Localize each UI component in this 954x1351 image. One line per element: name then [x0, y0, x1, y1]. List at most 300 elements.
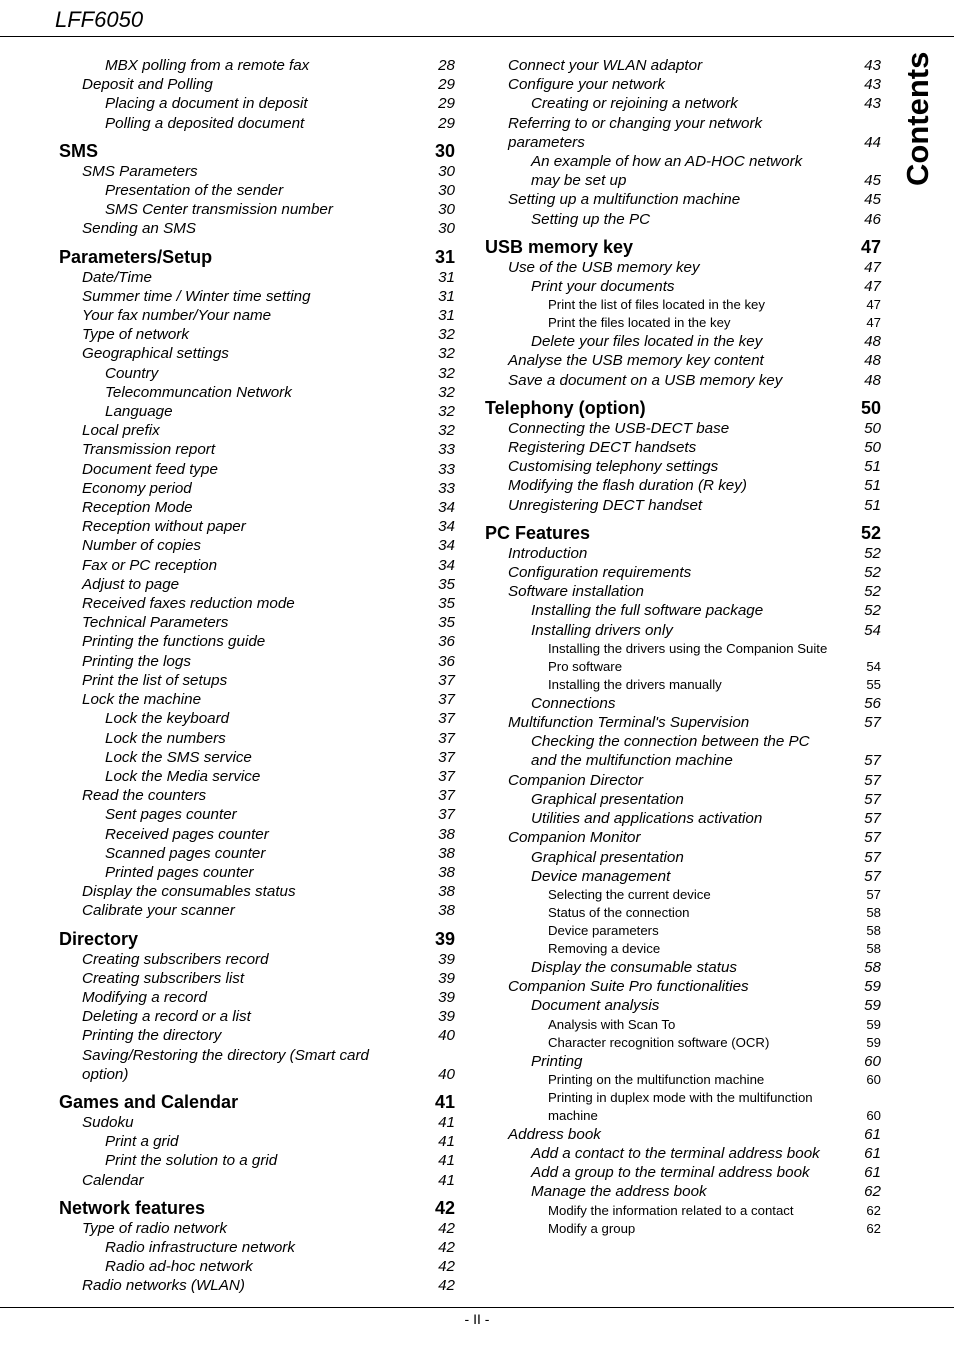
toc-entry-title: Directory [59, 928, 139, 949]
toc-entry-page: 42 [438, 1258, 455, 1276]
toc-entry[interactable] [485, 496, 881, 515]
toc-entry[interactable] [485, 790, 881, 809]
toc-entry-page: 57 [866, 886, 881, 902]
toc-entry[interactable] [485, 563, 881, 582]
toc-entry-page: 62 [866, 1202, 881, 1218]
toc-entry-page: 52 [864, 583, 881, 601]
toc-entry-page: 34 [438, 518, 455, 536]
toc-entry-page: 33 [438, 460, 455, 478]
toc-entry[interactable] [485, 977, 881, 996]
toc-entry-title: Polling a deposited document [105, 114, 305, 132]
toc-entry[interactable] [59, 950, 455, 969]
toc-entry-page: 37 [438, 806, 455, 824]
toc-entry-title: Transmission report [82, 441, 216, 459]
toc-entry-title: Installing the drivers manually [548, 676, 722, 692]
toc-entry[interactable] [59, 709, 455, 728]
toc-entry[interactable] [485, 1089, 881, 1125]
toc-section-heading[interactable] [59, 929, 455, 950]
toc-entry-page: 37 [438, 787, 455, 805]
toc-entry-page: 36 [438, 633, 455, 651]
toc-entry-title: Date/Time [82, 268, 152, 286]
toc-entry[interactable] [485, 94, 881, 113]
toc-entry[interactable] [59, 786, 455, 805]
toc-entry-page: 51 [864, 458, 881, 476]
toc-entry-title: Reception Mode [82, 499, 193, 517]
toc-entry-page: 59 [866, 1034, 881, 1050]
toc-entry-title: Radio networks (WLAN) [82, 1277, 245, 1295]
toc-entry[interactable] [485, 277, 881, 296]
toc-entry-page: 57 [864, 771, 881, 789]
toc-entry-page: 39 [438, 1008, 455, 1026]
toc-entry[interactable] [59, 767, 455, 786]
toc-entry[interactable] [485, 886, 881, 904]
toc-entry-page: 43 [864, 76, 881, 94]
toc-entry[interactable] [59, 882, 455, 901]
toc-entry-page: 30 [438, 182, 455, 200]
toc-entry[interactable] [59, 402, 455, 421]
toc-entry-title: Printing the directory [82, 1027, 222, 1045]
toc-entry[interactable] [59, 613, 455, 632]
toc-entry-page: 55 [866, 676, 881, 692]
toc-entry[interactable] [485, 848, 881, 867]
toc-entry[interactable] [485, 438, 881, 457]
toc-entry-title: Print a grid [105, 1133, 179, 1151]
toc-entry[interactable] [485, 351, 881, 370]
toc-entry[interactable] [59, 1276, 455, 1295]
toc-entry-title: Print the solution to a grid [105, 1152, 278, 1170]
toc-entry-page: 42 [434, 1197, 455, 1218]
toc-entry-title: Selecting the current device [548, 886, 711, 902]
toc-entry-title: Graphical presentation [531, 848, 684, 866]
toc-entry-title: Print the list of files located in the key [548, 297, 765, 313]
toc-section-heading[interactable] [59, 1092, 455, 1113]
toc-entry-title: Software installation [508, 583, 644, 601]
toc-entry-page: 41 [434, 1091, 455, 1112]
toc-entry-title: Connect your WLAN adaptor [508, 57, 703, 74]
toc-entry-page: 57 [864, 848, 881, 866]
toc-entry-page: 47 [866, 297, 881, 313]
toc-entry-page: 60 [866, 1107, 881, 1123]
toc-entry[interactable] [485, 457, 881, 476]
toc-entry-title: Geographical settings [82, 345, 229, 363]
toc-entry-title: Saving/Restoring the directory (Smart card option) [82, 1046, 369, 1083]
toc-entry-page: 51 [864, 477, 881, 495]
toc-entry-page: 57 [864, 867, 881, 885]
toc-entry-page: 32 [438, 326, 455, 344]
toc-entry[interactable] [485, 1182, 881, 1201]
toc-entry[interactable] [59, 498, 455, 517]
toc-entry-page: 29 [438, 76, 455, 94]
toc-entry-page: 58 [866, 940, 881, 956]
toc-entry-page: 38 [438, 825, 455, 843]
toc-entry-page: 32 [438, 422, 455, 440]
toc-entry[interactable] [59, 901, 455, 920]
toc-entry-page: 57 [864, 714, 881, 732]
toc-entry-page: 57 [864, 752, 881, 770]
toc-entry-page: 33 [438, 441, 455, 459]
toc-entry-title: Character recognition software (OCR) [548, 1034, 770, 1050]
toc-section-heading[interactable] [485, 523, 881, 544]
toc-entry-page: 30 [434, 140, 455, 161]
toc-entry[interactable] [59, 479, 455, 498]
toc-entry[interactable] [485, 771, 881, 790]
toc-entry[interactable] [485, 1071, 881, 1089]
toc-entry[interactable] [485, 1052, 881, 1071]
toc-entry-title: Print your documents [531, 278, 675, 296]
toc-entry-title: Radio ad-hoc network [105, 1258, 253, 1276]
toc-entry[interactable] [485, 114, 881, 152]
toc-entry[interactable] [485, 694, 881, 713]
toc-entry[interactable] [59, 1113, 455, 1132]
toc-entry[interactable] [485, 1220, 881, 1238]
toc-entry[interactable] [485, 476, 881, 495]
toc-entry-title: Economy period [82, 479, 192, 497]
toc-section-heading[interactable] [485, 237, 881, 258]
toc-entry-title: Status of the connection [548, 904, 690, 920]
toc-entry-title: Reception without paper [82, 518, 246, 536]
toc-entry[interactable] [59, 969, 455, 988]
toc-entry-page: 37 [438, 748, 455, 766]
toc-entry-page: 45 [864, 172, 881, 190]
toc-entry-page: 41 [438, 1113, 455, 1131]
toc-entry-page: 41 [438, 1152, 455, 1170]
toc-entry[interactable] [59, 690, 455, 709]
toc-entry-title: Lock the numbers [105, 729, 226, 747]
toc-entry[interactable] [485, 75, 881, 94]
toc-entry[interactable] [59, 729, 455, 748]
toc-entry-title: Lock the SMS service [105, 748, 252, 766]
toc-entry[interactable] [59, 517, 455, 536]
toc-entry-title: Fax or PC reception [82, 556, 218, 574]
toc-entry[interactable] [59, 421, 455, 440]
toc-entry-page: 37 [438, 729, 455, 747]
toc-entry-page: 60 [864, 1052, 881, 1070]
toc-entry-page: 35 [438, 595, 455, 613]
toc-entry-page: 30 [438, 162, 455, 180]
toc-entry-page: 61 [864, 1125, 881, 1143]
toc-entry-title: Registering DECT handsets [508, 439, 697, 457]
toc-entry-title: Setting up the PC [531, 210, 651, 228]
toc-entry-title: Companion Suite Pro functionalities [508, 978, 749, 996]
toc-entry-title: Manage the address book [531, 1183, 707, 1201]
toc-entry-page: 46 [864, 210, 881, 228]
toc-entry-title: Number of copies [82, 537, 202, 555]
toc-entry[interactable] [485, 713, 881, 732]
toc-entry-title: Telephony (option) [485, 397, 646, 418]
toc-entry-title: Creating subscribers record [82, 950, 269, 968]
toc-entry-page: 37 [438, 767, 455, 785]
toc-entry[interactable] [59, 1219, 455, 1238]
toc-entry-title: Lock the machine [82, 691, 202, 709]
toc-entry-page: 37 [438, 710, 455, 728]
toc-entry-page: 48 [864, 371, 881, 389]
toc-entry[interactable] [59, 460, 455, 479]
toc-entry-title: Printing in duplex mode with the multifunction machine [548, 1089, 813, 1123]
toc-entry-page: 47 [866, 315, 881, 331]
toc-entry-title: Connecting the USB-DECT base [508, 419, 730, 437]
toc-entry-title: SMS [59, 140, 99, 161]
page-number: - II - [464, 1311, 490, 1327]
toc-entry-page: 32 [438, 364, 455, 382]
toc-entry-title: Document analysis [531, 997, 660, 1015]
toc-entry-title: Technical Parameters [82, 614, 229, 632]
toc-entry-page: 62 [864, 1183, 881, 1201]
toc-entry[interactable] [59, 440, 455, 459]
toc-entry[interactable] [485, 1202, 881, 1220]
toc-entry[interactable] [59, 575, 455, 594]
toc-entry[interactable] [485, 1144, 881, 1163]
toc-entry[interactable] [59, 268, 455, 287]
toc-entry[interactable] [485, 809, 881, 828]
toc-entry-page: 41 [438, 1171, 455, 1189]
toc-entry[interactable] [59, 632, 455, 651]
toc-entry-title: Games and Calendar [59, 1091, 239, 1112]
toc-entry-page: 39 [438, 969, 455, 987]
toc-entry[interactable] [485, 940, 881, 958]
toc-entry-page: 33 [438, 479, 455, 497]
toc-entry[interactable] [59, 383, 455, 402]
toc-entry-title: SMS Parameters [82, 162, 198, 180]
toc-entry-page: 38 [438, 863, 455, 881]
toc-entry-page: 56 [864, 694, 881, 712]
toc-entry-title: Installing drivers only [531, 621, 673, 639]
toc-entry-page: 35 [438, 614, 455, 632]
toc-entry[interactable] [59, 671, 455, 690]
toc-entry-title: Received pages counter [105, 825, 269, 843]
toc-entry-title: Printing the logs [82, 652, 191, 670]
toc-entry-title: Country [105, 364, 159, 382]
toc-entry-title: Modifying the flash duration (R key) [508, 477, 747, 495]
toc-entry[interactable] [59, 364, 455, 383]
toc-entry[interactable] [485, 640, 881, 676]
toc-entry[interactable] [59, 1046, 455, 1084]
toc-entry[interactable] [485, 371, 881, 390]
toc-entry-title: Checking the connection between the PC and the multifunction machine [531, 733, 810, 770]
toc-entry-title: Configure your network [508, 76, 666, 94]
toc-entry-title: Print the files located in the key [548, 315, 731, 331]
toc-entry-page: 42 [438, 1277, 455, 1295]
toc-entry[interactable] [485, 582, 881, 601]
toc-entry-page: 50 [860, 397, 881, 418]
toc-entry[interactable] [59, 181, 455, 200]
toc-entry[interactable] [485, 958, 881, 977]
toc-entry-page: 34 [438, 499, 455, 517]
toc-entry[interactable] [485, 296, 881, 314]
toc-entry[interactable] [59, 863, 455, 882]
header-rule [0, 36, 954, 37]
toc-entry-title: Type of radio network [82, 1219, 227, 1237]
toc-entry-page: 57 [864, 790, 881, 808]
toc-entry-page: 31 [438, 268, 455, 286]
toc-entry[interactable] [485, 210, 881, 229]
toc-section-heading[interactable] [485, 398, 881, 419]
toc-entry-title: Calendar [82, 1171, 144, 1189]
toc-entry-page: 37 [438, 671, 455, 689]
document-title: LFF6050 [55, 7, 144, 32]
toc-entry-title: Read the counters [82, 787, 207, 805]
toc-entry-page: 60 [866, 1071, 881, 1087]
toc-entry-title: Display the consumable status [531, 958, 737, 976]
toc-entry[interactable] [485, 258, 881, 277]
toc-entry-title: Deleting a record or a list [82, 1008, 251, 1026]
toc-entry-page: 57 [864, 829, 881, 847]
toc-section-heading[interactable] [59, 1198, 455, 1219]
toc-entry[interactable] [485, 152, 881, 190]
toc-entry-title: Companion Monitor [508, 829, 641, 847]
toc-entry[interactable] [485, 732, 881, 770]
toc-entry[interactable] [485, 544, 881, 563]
toc-entry[interactable] [59, 844, 455, 863]
toc-entry-title: Companion Director [508, 771, 644, 789]
toc-entry-page: 52 [864, 564, 881, 582]
toc-entry-title: Multifunction Terminal's Supervision [508, 714, 750, 732]
toc-entry[interactable] [59, 287, 455, 306]
toc-entry[interactable] [485, 601, 881, 620]
toc-entry-title: Parameters/Setup [59, 246, 213, 267]
toc-entry-title: Adjust to page [82, 575, 180, 593]
toc-entry-title: Save a document on a USB memory key [508, 371, 783, 389]
toc-entry[interactable] [59, 536, 455, 555]
toc-entry-title: Utilities and applications activation [531, 810, 763, 828]
toc-entry[interactable] [485, 1034, 881, 1052]
toc-entry[interactable] [59, 594, 455, 613]
toc-entry[interactable] [59, 748, 455, 767]
toc-entry[interactable] [485, 922, 881, 940]
toc-entry[interactable] [59, 325, 455, 344]
toc-entry[interactable] [59, 1132, 455, 1151]
toc-entry-page: 47 [864, 258, 881, 276]
toc-entry-title: Type of network [82, 326, 189, 344]
toc-section-heading[interactable] [59, 141, 455, 162]
toc-entry-page: 29 [438, 95, 455, 113]
toc-entry-title: Add a group to the terminal address book [531, 1164, 810, 1182]
toc-entry-title: Display the consumables status [82, 883, 296, 901]
toc-entry[interactable] [485, 1125, 881, 1144]
toc-entry[interactable] [59, 805, 455, 824]
toc-entry[interactable] [59, 162, 455, 181]
toc-entry[interactable] [59, 1151, 455, 1170]
toc-entry-title: Installing the full software package [531, 602, 764, 620]
toc-entry[interactable] [59, 988, 455, 1007]
toc-entry[interactable] [59, 75, 455, 94]
toc-entry[interactable] [59, 1257, 455, 1276]
toc-column-right [485, 56, 881, 1238]
toc-entry-title: Scanned pages counter [105, 844, 266, 862]
toc-entry-title: Document feed type [82, 460, 218, 478]
toc-entry[interactable] [59, 56, 455, 75]
toc-entry-page: 44 [864, 133, 881, 151]
toc-entry-title: Creating subscribers list [82, 969, 245, 987]
toc-entry-page: 58 [866, 922, 881, 938]
toc-entry[interactable] [59, 114, 455, 133]
toc-entry-page: 30 [438, 201, 455, 219]
toc-entry-title: USB memory key [485, 236, 634, 257]
toc-entry-title: Unregistering DECT handset [508, 496, 703, 514]
toc-entry[interactable] [485, 1163, 881, 1182]
toc-section-heading[interactable] [59, 247, 455, 268]
toc-entry[interactable] [59, 556, 455, 575]
toc-entry[interactable] [485, 419, 881, 438]
toc-entry[interactable] [485, 996, 881, 1015]
toc-entry[interactable] [59, 825, 455, 844]
toc-entry[interactable] [59, 306, 455, 325]
toc-entry-page: 62 [866, 1220, 881, 1236]
toc-entry-title: An example of how an AD-HOC network may be set up [531, 153, 803, 190]
toc-entry-page: 58 [864, 958, 881, 976]
toc-entry[interactable] [59, 219, 455, 238]
toc-entry-title: Language [105, 403, 173, 421]
toc-entry[interactable] [59, 200, 455, 219]
toc-entry-page: 51 [864, 496, 881, 514]
toc-entry[interactable] [485, 332, 881, 351]
toc-entry-title: Sent pages counter [105, 806, 237, 824]
toc-entry-page: 50 [864, 439, 881, 457]
toc-entry-title: Calibrate your scanner [82, 902, 235, 920]
toc-entry-page: 48 [864, 333, 881, 351]
toc-entry-title: Device parameters [548, 922, 659, 938]
toc-entry[interactable] [59, 1007, 455, 1026]
toc-entry-page: 34 [438, 556, 455, 574]
toc-entry[interactable] [485, 828, 881, 847]
contents-side-title: Contents [900, 51, 935, 186]
toc-entry-title: Graphical presentation [531, 790, 684, 808]
toc-entry[interactable] [485, 314, 881, 332]
toc-entry-page: 48 [864, 352, 881, 370]
toc-entry[interactable] [59, 1026, 455, 1045]
toc-entry-title: Received faxes reduction mode [82, 595, 295, 613]
toc-entry[interactable] [485, 676, 881, 694]
toc-entry[interactable] [485, 867, 881, 886]
toc-entry-page: 41 [438, 1133, 455, 1151]
toc-entry[interactable] [59, 344, 455, 363]
toc-entry-page: 59 [866, 1016, 881, 1032]
toc-entry[interactable] [485, 56, 881, 75]
toc-entry-title: Your fax number/Your name [82, 307, 272, 325]
toc-entry-page: 58 [866, 904, 881, 920]
toc-entry-title: Setting up a multifunction machine [508, 191, 741, 209]
toc-entry-title: Address book [508, 1125, 601, 1143]
toc-entry-page: 37 [438, 691, 455, 709]
toc-entry-page: 34 [438, 537, 455, 555]
toc-entry[interactable] [485, 904, 881, 922]
toc-entry-title: Lock the keyboard [105, 710, 230, 728]
toc-entry-page: 40 [438, 1065, 455, 1083]
toc-entry[interactable] [59, 94, 455, 113]
toc-entry-title: Print the list of setups [82, 671, 228, 689]
toc-entry-page: 54 [866, 658, 881, 674]
toc-entry-page: 61 [864, 1144, 881, 1162]
toc-entry[interactable] [59, 1171, 455, 1190]
toc-entry[interactable] [59, 652, 455, 671]
toc-entry[interactable] [485, 1016, 881, 1034]
toc-entry-title: Installing the drivers using the Companion Suite Pro software [548, 640, 828, 674]
toc-entry-title: MBX polling from a remote fax [105, 57, 310, 74]
toc-entry-page: 38 [438, 844, 455, 862]
toc-entry-title: Use of the USB memory key [508, 258, 700, 276]
toc-entry-title: Local prefix [82, 422, 160, 440]
toc-entry-page: 45 [864, 191, 881, 209]
toc-entry-title: PC Features [485, 522, 591, 543]
toc-entry-title: Deposit and Polling [82, 76, 213, 94]
toc-entry[interactable] [59, 1238, 455, 1257]
toc-entry-page: 52 [860, 522, 881, 543]
toc-entry-page: 39 [438, 988, 455, 1006]
toc-entry-title: Delete your files located in the key [531, 333, 763, 351]
toc-entry[interactable] [485, 621, 881, 640]
toc-entry-title: Introduction [508, 544, 588, 562]
toc-entry[interactable] [485, 190, 881, 209]
toc-entry-title: Modify the information related to a contact [548, 1202, 794, 1218]
